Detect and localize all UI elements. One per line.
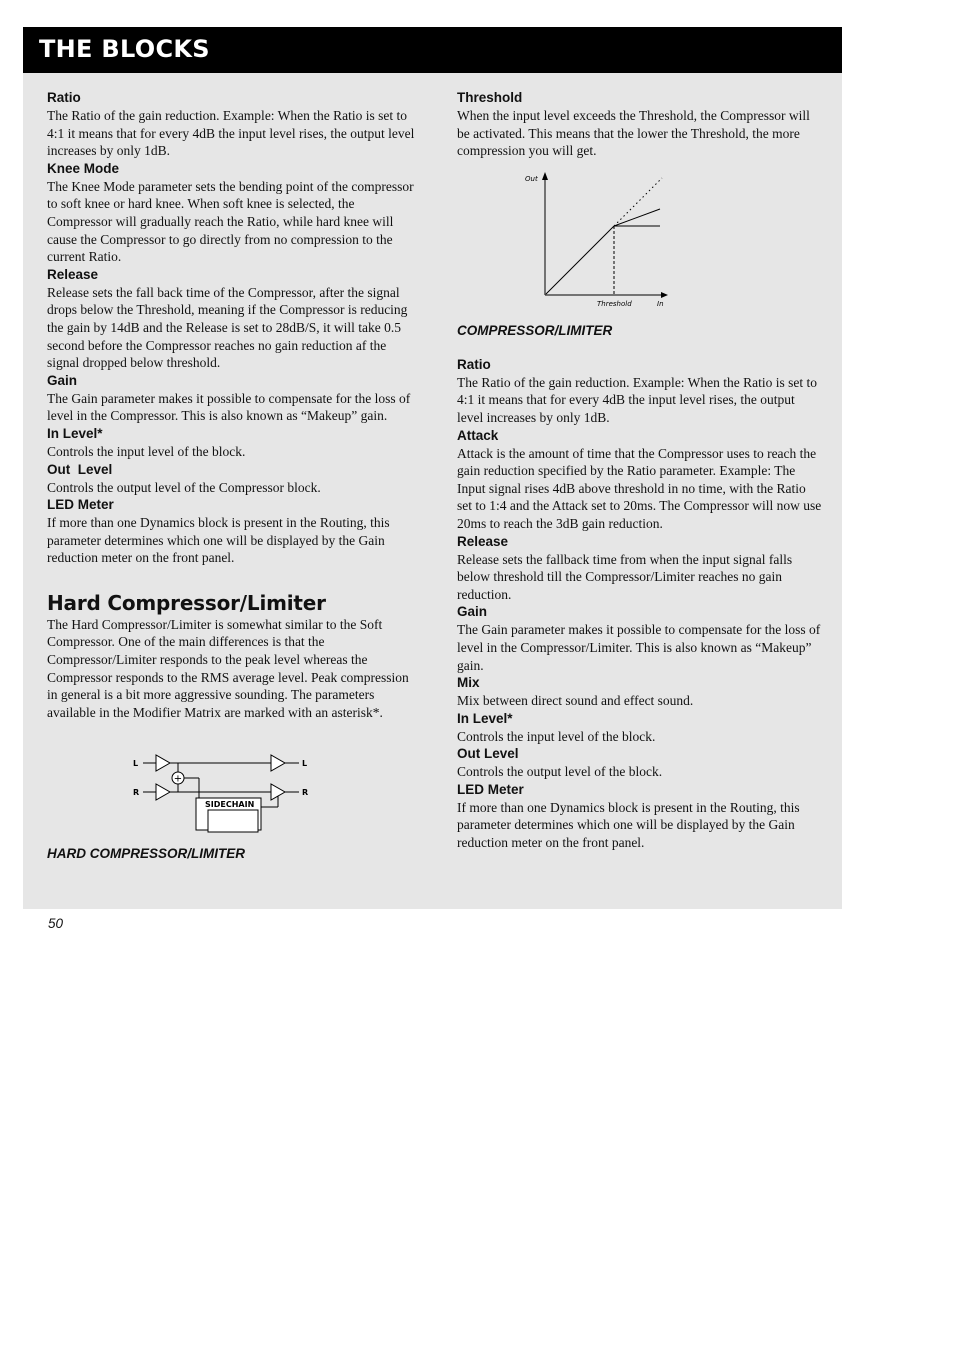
left-column [47,89,417,861]
param-heading: Knee Mode [47,160,120,176]
param-heading: Ratio [47,90,81,105]
param-text: The Ratio of the gain reduction. Example: When the Ratio is set to 4:1 it means that for every 4dB the input level rises, the output level increases by only 1dB. [47,108,415,159]
param-heading: Mix [457,675,480,691]
param-ratio [457,356,822,427]
param-text: Controls the output level of the Compressor block. [47,479,321,495]
param-mix [457,674,822,710]
section-text: The Hard Compressor/Limiter is somewhat similar to the Soft Compressor. One of the main differences is that the Compressor/Limiter responds to the peak level whereas the Compressor responds to the RMS average level. Peak compression in general is a bit more aggressive sounding. The parameters available in the Modifier Matrix are marked with an asterisk*. [47,616,409,720]
param-text: If more than one Dynamics block is present in the Routing, this parameter determines which one will be displayed by the Gain reduction meter on the front panel. [457,799,800,851]
param-heading: Attack [457,427,499,443]
param-led-meter [457,781,822,852]
param-text: The Knee Mode parameter sets the bending point of the compressor to soft knee or hard knee. When soft knee is selected, the Compressor will gradually reach the Ratio, while hard knee will cause the Compressor to go directly from no compression to the current Ratio. [47,178,414,265]
param-text: When the input level exceeds the Threshold, the Compressor will be activated. This means that the lower the Threshold, the more compression you will get. [457,108,810,159]
hard-compressor-diagram [47,743,417,838]
header-bar [23,27,842,73]
param-release [47,266,417,372]
amplifier-icon [156,755,170,771]
param-heading: Gain [457,604,488,620]
param-heading: Release [457,533,509,549]
param-text: Controls the input level of the block. [457,728,656,744]
param-heading: Ratio [457,356,491,372]
arrow-up-icon [542,172,548,180]
param-heading: Out Level [457,746,519,762]
diagram-label-r-in: R [133,788,140,798]
sidechain-label: SIDECHAIN [205,800,255,810]
graph-caption: COMPRESSOR/LIMITER [457,322,613,338]
param-text: Release sets the fall back time of the Compressor, after the signal drops below the Threshold, meaning if the Compressor is reducing the gain by 14dB and the Release is set to 28dB/S, it will take 0.5 second before the Compressor reaches no gain reduction af the signal dropped below threshold. [47,284,408,371]
param-knee-mode [47,160,417,266]
param-gain [47,372,417,425]
param-heading: Release [47,266,99,282]
param-text: If more than one Dynamics block is present in the Routing, this parameter determines which one will be displayed by the Gain reduction meter on the front panel. [47,515,390,566]
param-heading: Gain [47,372,78,388]
amplifier-icon [156,784,170,800]
graph-out-label: Out [525,174,538,183]
param-heading: Threshold [457,90,523,105]
graph-in-label: In [657,299,664,308]
section-title: Hard Compressor/Limiter [47,590,326,615]
sum-symbol: + [173,773,183,785]
param-out-level [47,461,417,497]
diagram-label-l-out: L [302,759,308,769]
param-text: The Ratio of the gain reduction. Example: When the Ratio is set to 4:1 it means that for every 4dB the input level rises, the output level increases by only 1dB. [457,374,818,425]
param-heading: In Level* [457,710,513,726]
param-attack [457,427,822,533]
diagram-label-l-in: L [133,759,139,769]
param-threshold [457,89,822,160]
amplifier-icon [271,755,285,771]
page-number: 50 [48,916,64,931]
param-in-level [457,710,822,746]
param-heading: LED Meter [457,781,524,797]
compressor-graph [457,168,822,313]
diagram-label-r-out: R [302,788,309,798]
param-text: Release sets the fallback time from when the input signal falls below threshold till the Compressor/Limiter reaches no gain reduction. [457,551,793,602]
param-in-level [47,425,417,461]
param-text: Controls the input level of the block. [47,443,246,459]
param-heading: Out Level [47,461,113,477]
sidechain-inner-box [208,810,258,832]
param-text: The Gain parameter makes it possible to compensate for the loss of level in the Compressor. This is also known as “Makeup” gain. [47,390,411,424]
param-text: Attack is the amount of time that the Compressor uses to reach the gain reduction specified by the Ratio parameter. Example: The Input signal rises 4dB above threshold in no time, with the Ratio set to 1:4 and the Attack set to 20ms. The Compressor will now use 20ms to reach the 3dB gain reduction. [457,445,822,531]
param-heading: In Level* [47,425,103,441]
diagram-caption: HARD COMPRESSOR/LIMITER [47,846,246,862]
graph-threshold-label: Threshold [597,299,632,308]
param-heading: LED Meter [47,497,114,513]
param-text: Mix between direct sound and effect sound. [457,693,694,709]
param-gain [457,603,822,674]
param-ratio [47,89,417,160]
right-column [457,89,822,852]
param-out-level [457,745,822,781]
param-text: The Gain parameter makes it possible to compensate for the loss of level in the Compressor/Limiter. This is also known as “Makeup” gain. [457,622,821,673]
param-text: Controls the output level of the block. [457,764,663,780]
arrow-right-icon [661,292,668,298]
param-led-meter [47,496,417,567]
page-title: THE BLOCKS [39,35,210,63]
param-release [457,533,822,604]
